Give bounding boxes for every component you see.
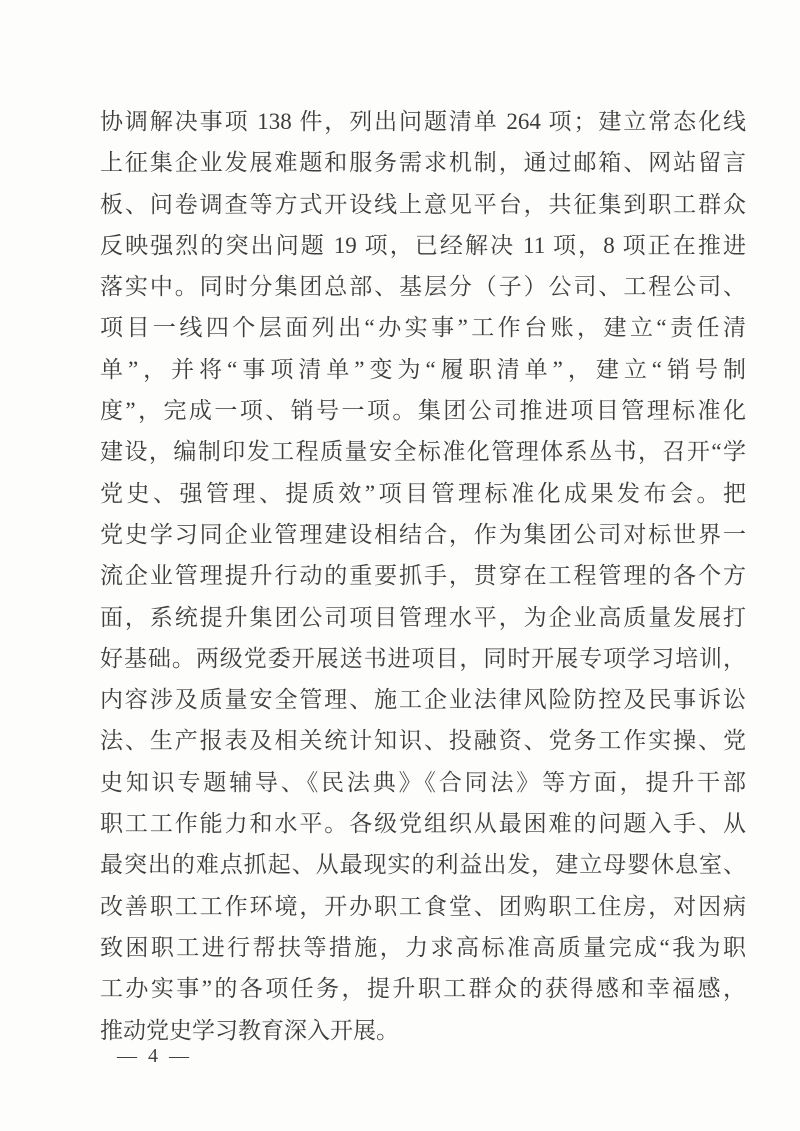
- text-line: 内容涉及质量安全管理、施工企业法律风险防控及民事诉讼: [100, 687, 746, 713]
- page-number: — 4 —: [117, 1045, 192, 1067]
- text-line: 度”，完成一项、销号一项。集团公司推进项目管理标准化: [100, 398, 746, 424]
- text-line: 上征集企业发展难题和服务需求机制，通过邮箱、网站留言: [100, 150, 746, 176]
- text-line: 职工工作能力和水平。各级党组织从最困难的问题入手、从: [100, 811, 746, 837]
- text-line: 协调解决事项 138 件，列出问题清单 264 项；建立常态化线: [100, 109, 746, 134]
- text-line: 反映强烈的突出问题 19 项，已经解决 11 项，8 项正在推进: [100, 232, 746, 258]
- text-line: 最突出的难点抓起、从最现实的利益出发，建立母婴休息室、: [100, 852, 746, 878]
- text-line: 好基础。两级党委开展送书进项目，同时开展专项学习培训，: [100, 645, 746, 671]
- text-line: 建设，编制印发工程质量安全标准化管理体系丛书，召开“学: [100, 439, 746, 465]
- text-line: 党史、强管理、提质效”项目管理标准化成果发布会。把: [100, 480, 746, 506]
- text-line: 项目一线四个层面列出“办实事”工作台账，建立“责任清: [100, 315, 746, 341]
- text-line: 党史学习同企业管理建设相结合，作为集团公司对标世界一: [100, 521, 746, 547]
- text-line: 推动党史学习教育深入开展。: [100, 1017, 399, 1043]
- text-line: 法、生产报表及相关统计知识、投融资、党务工作实操、党: [100, 728, 746, 754]
- text-line: 单”，并将“事项清单”变为“履职清单”，建立“销号制: [100, 356, 746, 382]
- text-line: 落实中。同时分集团总部、基层分（子）公司、工程公司、: [100, 274, 746, 300]
- text-line: 板、问卷调查等方式开设线上意见平台，共征集到职工群众: [100, 191, 746, 217]
- text-line: 面，系统提升集团公司项目管理水平，为企业高质量发展打: [100, 604, 746, 630]
- text-line: 工办实事”的各项任务，提升职工群众的获得感和幸福感，: [100, 976, 746, 1002]
- text-line: 改善职工工作环境，开办职工食堂、团购职工住房，对因病: [100, 893, 746, 919]
- text-line: 史知识专题辅导、《民法典》《合同法》等方面，提升干部: [100, 769, 746, 795]
- text-line: 致困职工进行帮扶等措施，力求高标准高质量完成“我为职: [100, 934, 746, 960]
- text-line: 流企业管理提升行动的重要抓手，贯穿在工程管理的各个方: [100, 563, 746, 589]
- body-text: [100, 101, 746, 1051]
